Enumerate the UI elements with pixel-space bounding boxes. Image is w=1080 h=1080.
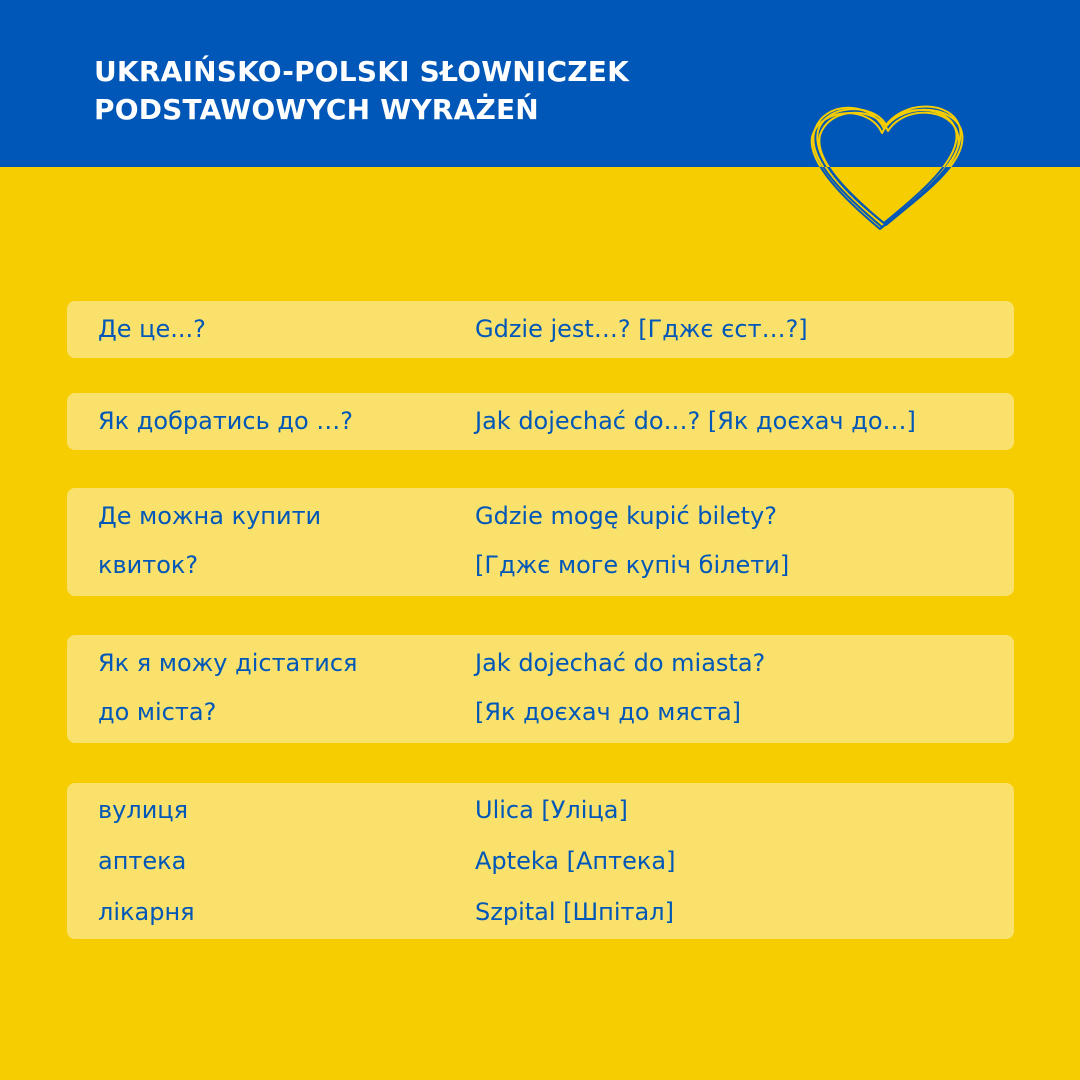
polish-word: Apteka [Аптека] [475, 847, 676, 875]
polish-line: [Як доєхач до мяста] [475, 698, 742, 726]
phrase-card [67, 783, 1014, 939]
ukrainian-line: Як я можу дістатися [98, 649, 358, 677]
polish-word: Ulica [Уліца] [475, 796, 628, 824]
polish-line: Jak dojechać do miasta? [475, 649, 766, 677]
polish-translation [475, 393, 995, 450]
polish-translation [475, 301, 995, 358]
polish-line: Gdzie mogę kupić bilety? [475, 502, 777, 530]
ukrainian-line: Як добратись до …? [98, 407, 354, 435]
ukrainian-line: Де це...? [98, 315, 206, 343]
polish-line: [Гджє моге купіч білети] [475, 551, 790, 579]
phrase-card [67, 393, 1014, 450]
ukrainian-word: вулиця [98, 796, 189, 824]
polish-translation [475, 639, 995, 737]
ukrainian-line: квиток? [98, 551, 199, 579]
ukrainian-phrase [98, 301, 438, 358]
ukrainian-phrase [98, 393, 438, 450]
page-title [94, 53, 629, 129]
heart-icon [800, 95, 972, 235]
polish-line: Gdzie jest…? [Гджє єст…?] [475, 315, 808, 343]
phrase-card [67, 635, 1014, 743]
phrase-card [67, 301, 1014, 358]
polish-word-list [475, 785, 995, 938]
phrase-card [67, 488, 1014, 596]
ukrainian-phrase [98, 639, 438, 737]
ukrainian-word: лікарня [98, 898, 195, 926]
ukrainian-word-list [98, 785, 438, 938]
ukrainian-word: аптека [98, 847, 187, 875]
ukrainian-line: Де можна купити [98, 502, 322, 530]
title-line-2: PODSTAWOWYCH WYRAŻEŃ [94, 93, 539, 126]
polish-translation [475, 492, 995, 590]
ukrainian-phrase [98, 492, 438, 590]
title-line-1: UKRAIŃSKO-POLSKI SŁOWNICZEK [94, 55, 630, 88]
polish-line: Jak dojechać do…? [Як доєхач до…] [475, 407, 916, 435]
ukrainian-line: до міста? [98, 698, 217, 726]
polish-word: Szpital [Шпітал] [475, 898, 674, 926]
